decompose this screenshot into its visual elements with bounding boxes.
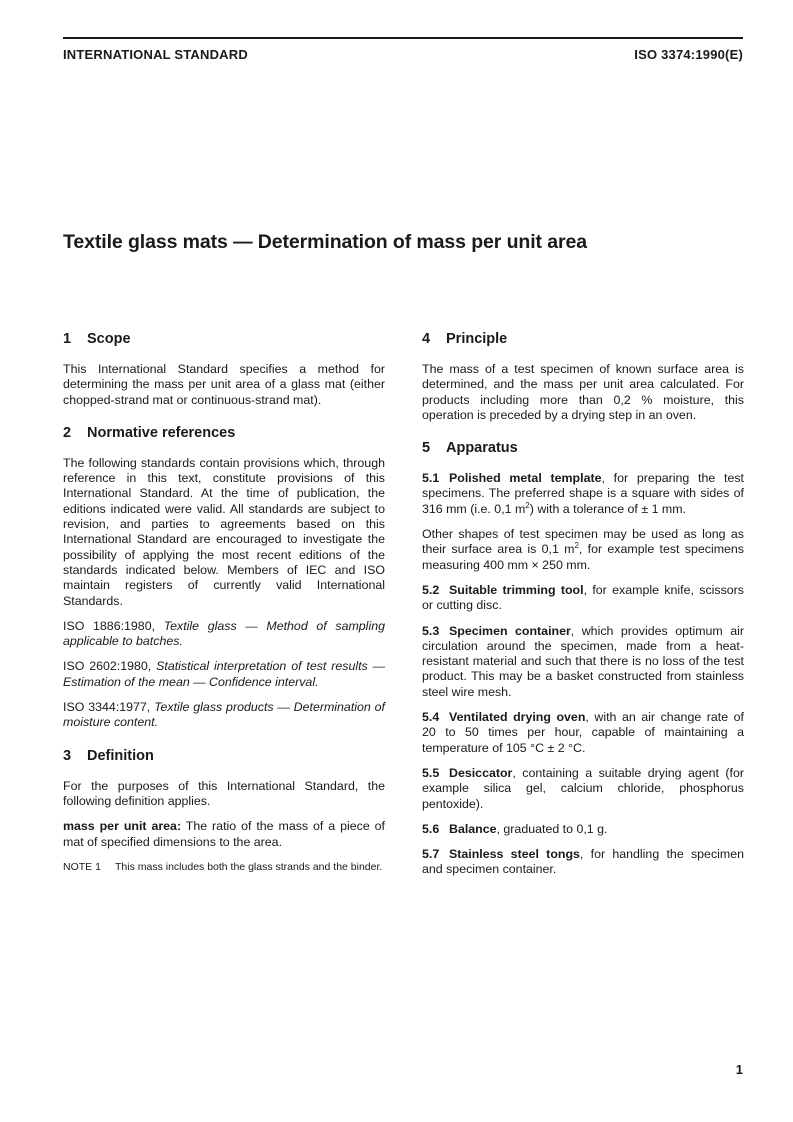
item-title: Specimen container bbox=[449, 623, 571, 638]
section-title: Apparatus bbox=[446, 440, 518, 457]
section-title: Definition bbox=[87, 747, 154, 764]
page-header bbox=[63, 37, 743, 62]
item-text: , for preparing the test specimens. The preferred shape is a square with sides of 316 mm (i.e. 0,1 m bbox=[422, 471, 744, 516]
section-title: Principle bbox=[446, 331, 508, 347]
section-title: Scope bbox=[87, 331, 131, 347]
document-title: Textile glass mats — Determination of mass per unit area bbox=[63, 231, 587, 253]
section-number: 2 bbox=[63, 424, 72, 441]
section-number: 5 bbox=[422, 440, 431, 457]
item-number: 5.1 bbox=[422, 471, 440, 486]
reference-code: ISO 2602:1980, bbox=[63, 659, 152, 674]
reference-code: ISO 1886:1980, bbox=[63, 618, 156, 633]
section-heading bbox=[63, 330, 385, 348]
section-title: Normative references bbox=[87, 424, 236, 441]
definition-item bbox=[63, 819, 385, 850]
item-text: , with an air change rate of 20 to 50 times per hour, capable of maintaining a temperature of 105 °C ± 2 °C. bbox=[422, 710, 744, 755]
item-title: Desiccator bbox=[449, 765, 513, 780]
section-number: 4 bbox=[422, 331, 431, 347]
reference-item bbox=[63, 659, 385, 690]
section-number: 3 bbox=[63, 747, 72, 764]
item-number: 5.4 bbox=[422, 710, 440, 725]
item-number: 5.3 bbox=[422, 623, 440, 638]
section-heading bbox=[422, 330, 744, 348]
item-title: Suitable trimming tool bbox=[449, 582, 584, 597]
section-heading bbox=[422, 439, 744, 457]
paragraph: The mass of a test specimen of known surface area is determined, and the mass per unit area calculated. For products including more than 0,2 % moisture, this operation is preceded by a drying step in an oven. bbox=[422, 362, 744, 422]
superscript: 2 bbox=[525, 500, 530, 510]
paragraph: The following standards contain provisions which, through reference in this text, constitute provisions of this International Standard. At the time of publication, the editions indicated were valid. All standards are subject to revision, and parties to agreements based on this International Standard are encouraged to investigate the possibility of applying the most recent editions of the standards indicated below. Members of IEC and ISO maintain registers of currently valid International Standards. bbox=[63, 455, 385, 608]
header-standard-number: ISO 3374:1990(E) bbox=[634, 47, 743, 62]
left-column bbox=[63, 330, 385, 884]
note-label: NOTE 1 bbox=[63, 860, 101, 873]
paragraph: For the purposes of this International Standard, the following definition applies. bbox=[63, 778, 385, 808]
reference-item bbox=[63, 619, 385, 650]
apparatus-item bbox=[422, 471, 744, 517]
paragraph-text: , for example test specimens measuring 400 mm × 250 mm. bbox=[422, 542, 744, 572]
reference-item bbox=[63, 700, 385, 731]
note-text: This mass includes both the glass strands and the binder. bbox=[115, 860, 383, 873]
apparatus-item bbox=[422, 710, 744, 756]
item-number: 5.7 bbox=[422, 847, 440, 862]
item-number: 5.2 bbox=[422, 582, 440, 597]
section-principle bbox=[422, 330, 744, 423]
section-heading bbox=[63, 747, 385, 765]
section-definition bbox=[63, 747, 385, 874]
item-text: , for handling the specimen and specimen container. bbox=[422, 847, 745, 877]
right-column bbox=[422, 330, 744, 888]
item-text: , graduated to 0,1 g. bbox=[496, 821, 608, 836]
item-title: Balance bbox=[449, 821, 497, 836]
paragraph bbox=[422, 527, 744, 573]
apparatus-item bbox=[422, 624, 744, 700]
item-text: , for example knife, scissors or cutting disc. bbox=[422, 582, 744, 613]
section-scope bbox=[63, 330, 385, 408]
page-number: 1 bbox=[735, 1062, 743, 1077]
item-number: 5.6 bbox=[422, 821, 440, 836]
note bbox=[63, 860, 385, 874]
section-normative-references bbox=[63, 424, 385, 731]
reference-title: Textile glass products — Determination of moisture content. bbox=[63, 700, 385, 730]
section-heading bbox=[63, 424, 385, 442]
item-title: Stainless steel tongs bbox=[449, 847, 580, 862]
header-standard-type: INTERNATIONAL STANDARD bbox=[63, 47, 248, 62]
paragraph-text: Other shapes of test specimen may be used as long as their surface area is 0,1 m bbox=[422, 527, 744, 557]
apparatus-item bbox=[422, 847, 744, 878]
section-number: 1 bbox=[63, 331, 72, 347]
reference-code: ISO 3344:1977, bbox=[63, 700, 151, 715]
item-title: Ventilated drying oven bbox=[449, 710, 586, 725]
definition-term: mass per unit area: bbox=[63, 819, 182, 834]
apparatus-item bbox=[422, 766, 744, 812]
superscript: 2 bbox=[574, 541, 579, 551]
item-text: , containing a suitable drying agent (for example silica gel, calcium chloride, phosphorus pentoxide). bbox=[422, 765, 744, 811]
definition-text: The ratio of the mass of a piece of mat of specified dimensions to the area. bbox=[63, 819, 385, 849]
reference-title: Textile glass — Method of sampling applicable to batches. bbox=[63, 618, 385, 649]
paragraph: This International Standard specifies a method for determining the mass per unit area of a glass mat (either chopped-strand mat or continuous-strand mat). bbox=[63, 362, 385, 407]
item-text: ) with a tolerance of ± 1 mm. bbox=[529, 501, 686, 516]
item-text: , which provides optimum air circulation around the specimen, made from a heat-resistant material and such that there is no loss of the test product. This may be a basket constructed from stainless steel wire mesh. bbox=[422, 623, 744, 699]
item-title: Polished metal template bbox=[449, 471, 602, 486]
apparatus-item bbox=[422, 583, 744, 614]
section-apparatus bbox=[422, 439, 744, 878]
apparatus-item bbox=[422, 822, 744, 837]
item-number: 5.5 bbox=[422, 765, 440, 780]
reference-title: Statistical interpretation of test results — Estimation of the mean — Confidence interval. bbox=[63, 659, 385, 689]
